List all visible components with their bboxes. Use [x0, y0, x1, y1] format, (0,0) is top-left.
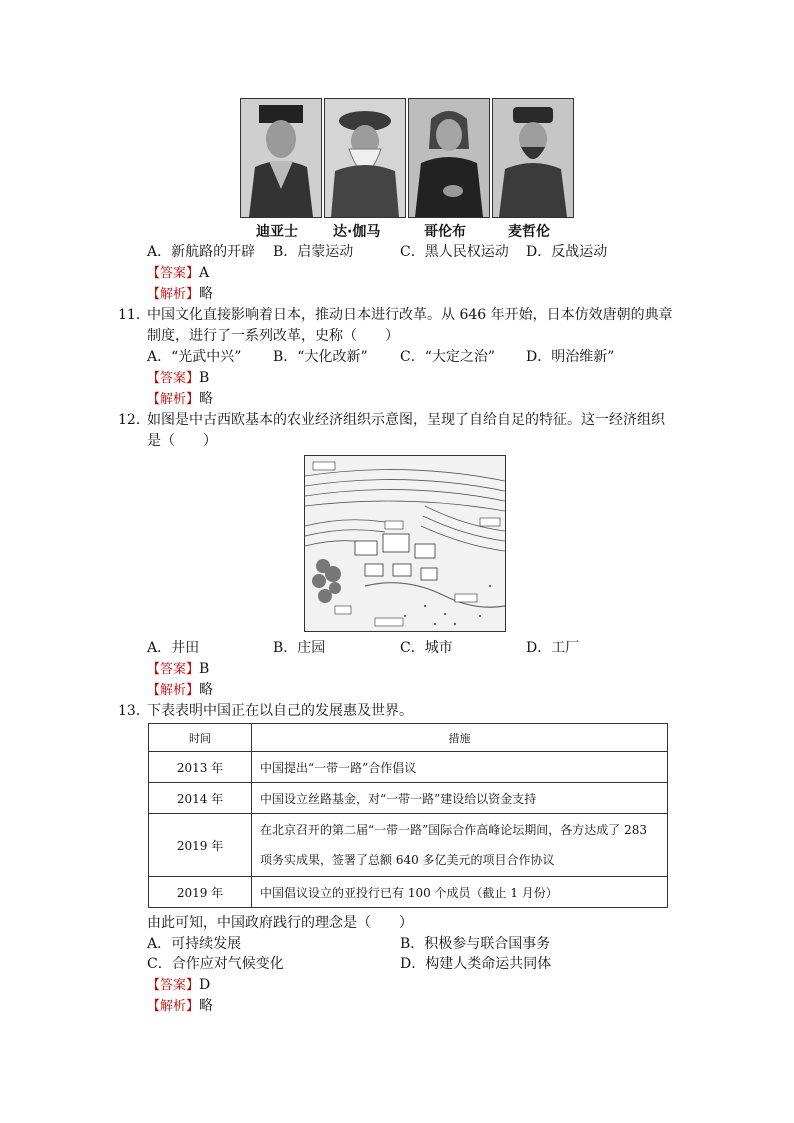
q13-option-d: D．构建人类命运共同体: [400, 956, 552, 972]
table-header-row: [149, 724, 668, 752]
q13-answer: [147, 975, 210, 996]
analysis-value: 略: [199, 286, 214, 302]
table-row: [149, 877, 668, 908]
q11-stem-line1: 中国文化直接影响着日本，推动日本进行改革。从 646 年开始，日本仿效唐朝的典章: [147, 307, 673, 323]
analysis-label: 【解析】: [147, 683, 200, 698]
answer-value: B: [199, 370, 210, 386]
q10-option-a: A．新航路的开辟: [147, 244, 256, 260]
analysis-value: 略: [199, 391, 214, 407]
analysis-label: 【解析】: [147, 392, 200, 407]
q13-option-b: B．积极参与联合国事务: [400, 936, 551, 952]
explorer-portraits: [240, 98, 574, 218]
answer-value: D: [199, 977, 211, 993]
q11-option-a: A．“光武中兴”: [147, 349, 242, 365]
q12-analysis: [147, 680, 213, 701]
q11-stem-line2: 制度，进行了一系列改革，史称（ ）: [147, 328, 399, 344]
table-row: [149, 814, 668, 877]
q12-option-d: D．工厂: [526, 640, 580, 656]
answer-value: A: [199, 265, 210, 281]
q10-option-d: D．反战运动: [526, 244, 608, 260]
analysis-value: 略: [199, 682, 214, 698]
q12-stem-line1: 如图是中古西欧基本的农业经济组织示意图，呈现了自给自足的特征。这一经济组织: [147, 412, 665, 428]
row-measure: 中国设立丝路基金，对“一带一路”建设给以资金支持: [252, 783, 668, 814]
answer-label: 【答案】: [147, 978, 200, 993]
portrait-columbus: [408, 98, 490, 218]
table-row: [149, 783, 668, 814]
q10-option-c: C．黑人民权运动: [400, 244, 509, 260]
portrait-dias: [240, 98, 322, 218]
q11-number: 11．: [118, 307, 150, 323]
row-measure: 中国提出“一带一路”合作倡议: [252, 752, 668, 783]
row-measure: 在北京召开的第二届“一带一路”国际合作高峰论坛期间，各方达成了 283 项务实成果，签署了总额 640 多亿美元的项目合作协议: [252, 814, 668, 877]
table-row: [149, 752, 668, 783]
caption-columbus: 哥伦布: [424, 224, 466, 240]
q12-option-c: C．城市: [400, 640, 453, 656]
q13-number: 13．: [118, 703, 150, 719]
q12-number: 12．: [118, 412, 150, 428]
q13-analysis: [147, 996, 213, 1017]
caption-dias: 迪亚士: [256, 224, 298, 240]
q10-option-b: B．启蒙运动: [273, 244, 354, 260]
caption-magellan: 麦哲伦: [508, 224, 550, 240]
manor-diagram: [304, 455, 506, 632]
answer-label: 【答案】: [147, 371, 200, 386]
portrait-da-gama: [324, 98, 406, 218]
q12-option-b: B．庄园: [273, 640, 326, 656]
analysis-label: 【解析】: [147, 999, 200, 1014]
answer-label: 【答案】: [147, 662, 200, 677]
q13-option-a: A．可持续发展: [147, 936, 242, 952]
header-measure: 措施: [252, 724, 668, 752]
answer-value: B: [199, 661, 210, 677]
q11-option-d: D．明治维新”: [526, 349, 615, 365]
caption-da-gama: 达·伽马: [333, 224, 381, 240]
row-year: 2019 年: [149, 814, 252, 877]
row-year: 2019 年: [149, 877, 252, 908]
answer-label: 【答案】: [147, 266, 200, 281]
q10-answer: [147, 263, 209, 284]
portrait-magellan: [492, 98, 574, 218]
q12-option-a: A．井田: [147, 640, 200, 656]
q12-stem-line2: 是（ ）: [147, 433, 217, 449]
q13-stem: 下表表明中国正在以自己的发展惠及世界。: [147, 703, 413, 719]
q11-analysis: [147, 389, 213, 410]
row-year: 2014 年: [149, 783, 252, 814]
q11-answer: [147, 368, 209, 389]
q12-answer: [147, 659, 209, 680]
measures-table: [148, 723, 668, 908]
row-year: 2013 年: [149, 752, 252, 783]
q13-option-c: C．合作应对气候变化: [147, 956, 284, 972]
q11-option-c: C．“大定之治”: [400, 349, 496, 365]
analysis-label: 【解析】: [147, 287, 200, 302]
q10-analysis: [147, 284, 213, 305]
q13-follow-up: 由此可知，中国政府践行的理念是（ ）: [147, 915, 413, 931]
analysis-value: 略: [199, 998, 214, 1014]
header-time: 时间: [149, 724, 252, 752]
row-measure: 中国倡议设立的亚投行已有 100 个成员（截止 1 月份）: [252, 877, 668, 908]
q11-option-b: B．“大化改新”: [273, 349, 368, 365]
